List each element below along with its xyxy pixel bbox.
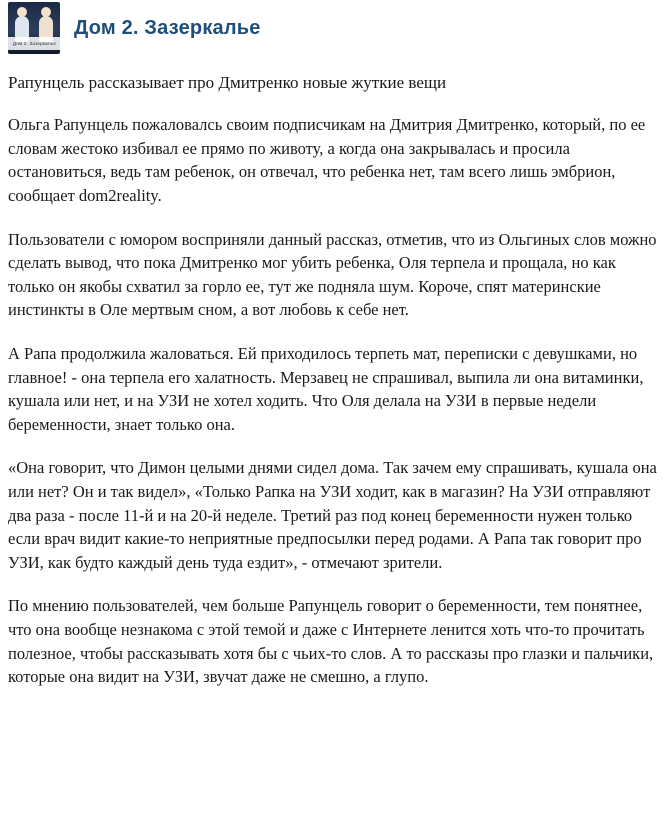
page-title: Рапунцель рассказывает про Дмитренко новые жуткие вещи: [8, 73, 447, 92]
article-paragraph: Ольга Рапунцель пожаловалсь своим подписчикам на Дмитрия Дмитренко, который, по ее словам жестоко избивал ее прямо по животу, а когда она закрывалась и просила остановиться, ведь там ребенок, он отвечал, что ребенка нет, там всего лишь эмбрион, сообщает dom2reality.: [8, 115, 646, 206]
article-body: [0, 72, 670, 689]
article-paragraph: По мнению пользователей, чем больше Рапунцель говорит о беременности, тем понятнее, что она вообще незнакома с этой темой и даже с Интернете ленится хоть что-то прочитать полезное, чтобы рассказывать хотя бы с чьих-то слов. А то рассказы про глазки и пальчики, которые она видит на УЗИ, звучат даже не смешно, а глупо.: [8, 596, 654, 687]
article-paragraph: А Рапа продолжила жаловаться. Ей приходилось терпеть мат, переписки с девушками, но главное! - она терпела его халатность. Мерзавец не спрашивал, выпила ли она витаминки, кушала или нет, и на УЗИ не хотел ходить. Что Оля делала на УЗИ в первые недели беременности, знает только она.: [8, 344, 644, 434]
logo-caption: Дом 2. Зазеркалье: [12, 40, 56, 47]
dom2-mirror-logo-icon[interactable]: [8, 2, 60, 54]
site-header: [0, 0, 670, 58]
logo-banner: [8, 37, 60, 50]
article-paragraph: «Она говорит, что Димон целыми днями сидел дома. Так зачем ему спрашивать, кушала она или нет? Он и так видел», «Только Рапка на УЗИ ходит, как в магазин? На УЗИ отправляют два раза - после 11-й и на 20-й неделе. Третий раз под конец беременности нужен только если врач видит какие-то неприятные предпосылки перед родами. А Рапа так говорит про УЗИ, как будто каждый день туда ездит», - отмечают зрители.: [8, 458, 657, 572]
site-title[interactable]: Дом 2. Зазеркалье: [74, 16, 261, 39]
article-paragraph: Пользователи с юмором восприняли данный рассказ, отметив, что из Ольгиных слов можно сделать вывод, что пока Дмитренко мог убить ребенка, Оля терпела и прощала, но как только он якобы схватил за горло ее, тут же подняла шум. Короче, спят материнские инстинкты в Оле мертвым сном, а вот любовь к себе нет.: [8, 229, 657, 320]
